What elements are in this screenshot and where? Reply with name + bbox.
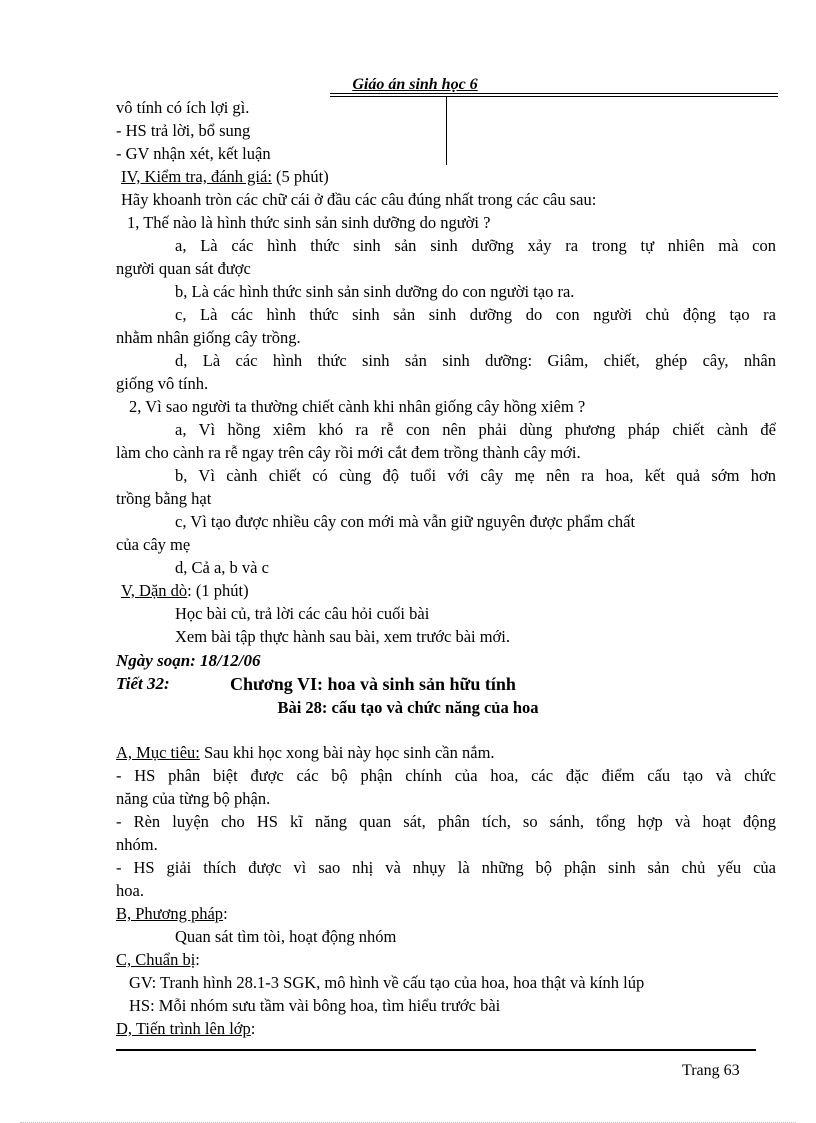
homework-line-1: Học bài củ, trả lời các câu hỏi cuối bài [175,604,430,623]
section-b-heading-line [116,904,228,924]
q2-option-a: a, Vì hồng xiêm khó ra rễ con nên phải dùng phương pháp chiết cành để [175,420,776,439]
q1-option-d: d, Là các hình thức sinh sản sinh dưỡng: Giâm, chiết, ghép cây, nhân [175,351,776,370]
q1-option-b: b, Là các hình thức sinh sản sinh dưỡng do con người tạo ra. [175,282,575,301]
q2-option-b: b, Vì cành chiết có cùng độ tuổi với cây mẹ nên ra hoa, kết quả sớm hơn [175,466,776,485]
section-v-heading-line [121,581,249,601]
header-title: Giáo án sinh học 6 [352,76,478,93]
q2-option-a-cont: làm cho cành ra rễ ngay trên cây rồi mới cắt đem trồng thành cây mới. [116,443,581,462]
question-2: 2, Vì sao người ta thường chiết cành khi nhân giống cây hồng xiêm ? [129,397,586,416]
section-v-heading: V, Dặn dò [121,581,188,600]
q2-option-c: c, Vì tạo được nhiều cây con mới mà vẫn giữ nguyên được phẩm chất [175,512,636,531]
section-b-heading: B, Phương pháp [116,904,224,923]
q2-option-b-cont: trồng bằng hạt [116,489,212,508]
q1-option-d-cont: giống vô tính. [116,374,209,393]
method-content: Quan sát tìm tòi, hoạt động nhóm [175,927,397,946]
section-c-heading: C, Chuẩn bị [116,950,196,969]
section-d-heading-line [116,1019,255,1039]
q2-option-d: d, Cả a, b và c [175,558,269,577]
prep-students: HS: Mỗi nhóm sưu tầm vài bông hoa, tìm hiểu trước bài [129,996,501,1015]
table-cell-line: vô tính có ích lợi gì. [116,98,250,117]
section-d-colon: : [250,1019,256,1038]
q1-option-a: a, Là các hình thức sinh sản sinh dưỡng xảy ra trong tự nhiên mà con [175,236,776,255]
goal-1-cont: năng của từng bộ phận. [116,789,271,808]
lesson-title: Bài 28: cấu tạo và chức năng của hoa [277,698,539,717]
goal-2: - Rèn luyện cho HS kĩ năng quan sát, phân tích, so sánh, tổng hợp và hoạt động [116,812,776,831]
goal-2-cont: nhóm. [116,835,158,854]
question-1: 1, Thế nào là hình thức sinh sản sinh dưỡng do người ? [127,213,491,232]
goal-3: - HS giải thích được vì sao nhị và nhụy là những bộ phận sinh sản chủ yếu của [116,858,776,877]
chapter-title: Chương VI: hoa và sinh sản hữu tính [230,674,516,694]
table-cell-line: - HS trả lời, bổ sung [116,121,251,140]
instruction: Hãy khoanh tròn các chữ cái ở đầu các câu đúng nhất trong các câu sau: [121,190,597,209]
goal-3-cont: hoa. [116,881,144,900]
table-cell-line: - GV nhận xét, kết luận [116,144,271,163]
period-label: Tiết 32: [116,674,170,693]
page-number: Trang 63 [682,1062,740,1079]
header-rule-top [330,93,778,94]
section-iv-heading: IV, Kiểm tra, đánh giá: [121,167,272,186]
table-column-divider [446,97,447,165]
section-d-heading: D, Tiến trình lên lớp [116,1019,251,1038]
footer-rule [116,1049,756,1051]
section-a-intro: Sau khi học xong bài này học sinh cần nắm. [199,743,495,762]
header-rule-bottom [330,96,778,97]
section-c-colon: : [195,950,200,969]
prep-teacher: GV: Tranh hình 28.1-3 SGK, mô hình về cấu tạo của hoa, hoa thật và kính lúp [129,973,645,992]
prep-date: Ngày soạn: 18/12/06 [116,651,261,670]
q1-option-c-cont: nhằm nhân giống cây trồng. [116,328,301,347]
goal-1: - HS phân biệt được các bộ phận chính của hoa, các đặc điểm cấu tạo và chức [116,766,776,785]
q2-option-c-cont: của cây mẹ [116,535,191,554]
section-v-time: : (1 phút) [187,581,249,600]
section-iv-heading-line [121,167,329,187]
homework-line-2: Xem bài tập thực hành sau bài, xem trước bài mới. [175,627,510,646]
section-iv-time: (5 phút) [271,167,329,186]
section-a-heading-line [116,743,495,763]
section-a-heading: A, Mục tiêu: [116,743,200,762]
section-b-colon: : [223,904,228,923]
section-c-heading-line [116,950,200,970]
q1-option-a-cont: người quan sát được [116,259,251,278]
q1-option-c: c, Là các hình thức sinh sản sinh dưỡng do con người chủ động tạo ra [175,305,776,324]
